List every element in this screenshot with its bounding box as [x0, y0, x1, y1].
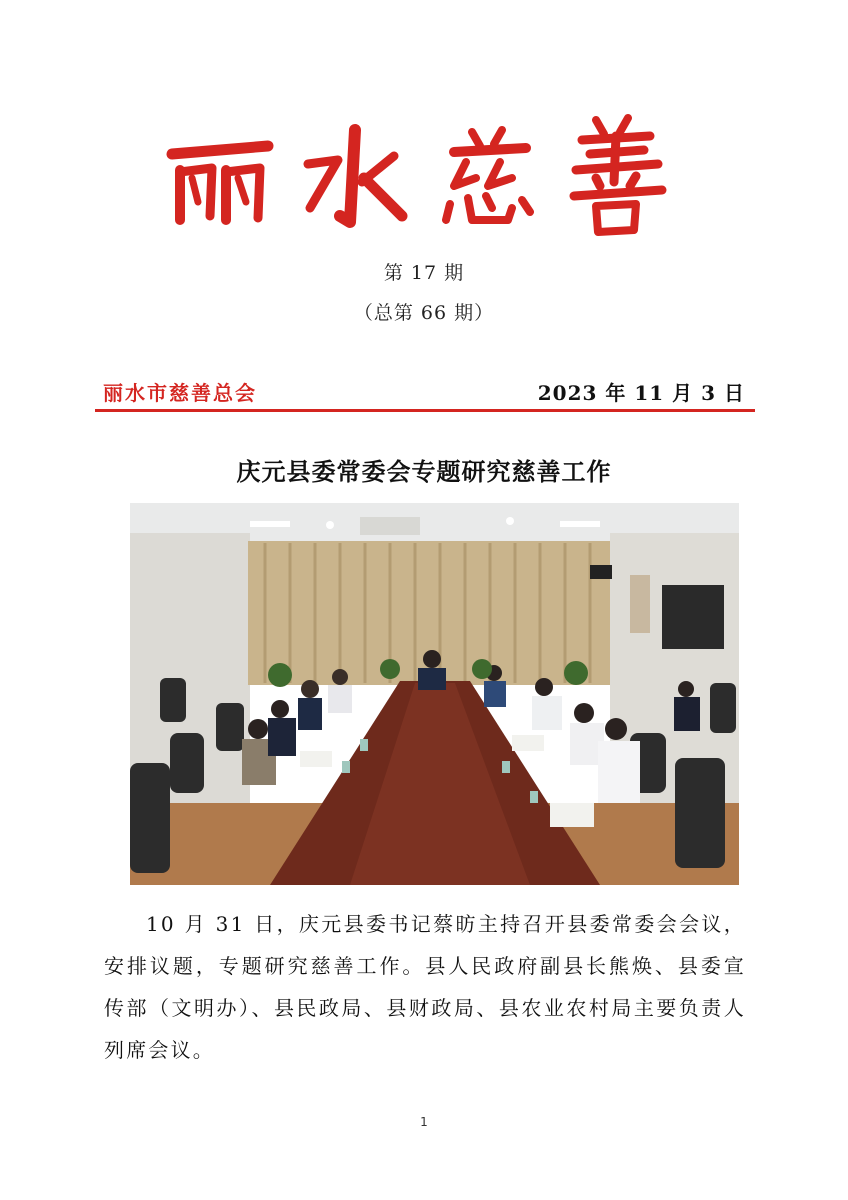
masthead-logo — [150, 112, 698, 242]
calligraphy-logo-icon — [150, 112, 698, 242]
page-number: 1 — [420, 1115, 428, 1129]
article-paragraph: 10 月 31 日，庆元县委书记蔡昉主持召开县委常委会会议，安排议题，专题研究慈善工作。县人民政府副县长熊焕、县委宣传部（文明办）、县民政局、县财政局、县农业农村局主要负责人列席会议。 — [104, 912, 746, 1062]
publish-date: 2023 年 11 月 3 日 — [537, 381, 745, 405]
meeting-photo-icon — [130, 503, 739, 885]
organization-name: 丽水市慈善总会 — [103, 381, 257, 405]
issue-total: （总第 66 期） — [353, 302, 495, 324]
meeting-photo — [130, 503, 739, 885]
article-headline: 庆元县委常委会专题研究慈善工作 — [236, 457, 612, 486]
header-divider — [95, 409, 755, 412]
issue-number: 第 17 期 — [383, 262, 465, 284]
